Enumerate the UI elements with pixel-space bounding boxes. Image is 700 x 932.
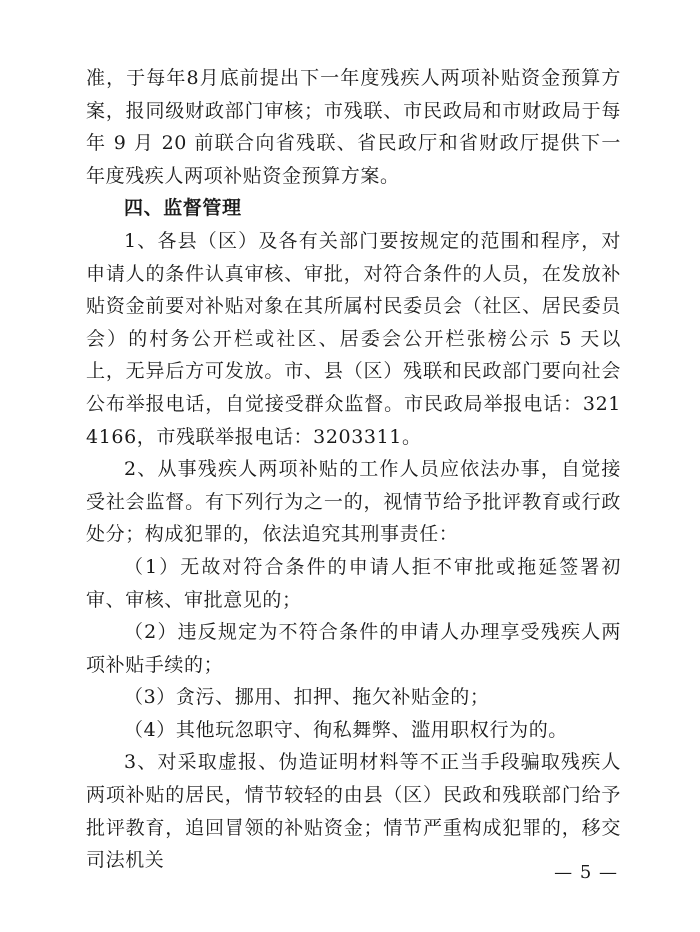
paragraph-item-3: 3、对采取虚报、伪造证明材料等不正当手段骗取残疾人两项补贴的居民，情节较轻的由县（区）民政和残联部门给予批评教育，追回冒领的补贴资金；情节严重构成犯罪的，移交司法机关 bbox=[86, 751, 621, 872]
page-number: — 5 — bbox=[554, 862, 618, 883]
sub-item-1: （1）无故对符合条件的申请人拒不审批或拖延签署初审、审核、审批意见的； bbox=[86, 555, 621, 611]
document-body bbox=[86, 62, 621, 877]
paragraph-item-2: 2、从事残疾人两项补贴的工作人员应依法办事，自觉接受社会监督。有下列行为之一的，视情节给予批评教育或行政处分；构成犯罪的，依法追究其刑事责任： bbox=[86, 458, 621, 546]
section-heading-supervision: 四、监督管理 bbox=[124, 197, 242, 220]
sub-item-4: （4）其他玩忽职守、徇私舞弊、滥用职权行为的。 bbox=[124, 718, 568, 741]
paragraph-item-1: 1、各县（区）及各有关部门要按规定的范围和程序，对申请人的条件认真审核、审批，对符合条件的人员，在发放补贴资金前要对补贴对象在其所属村民委员会（社区、居民委员会）的村务公开栏或社区、居委会公开栏张榜公示 5 天以上，无异后方可发放。市、县（区）残联和民政部门要向社会公布举报电话，自觉接受群众监督。市民政局举报电话：3214166，市残联举报电话：3203311。 bbox=[86, 229, 621, 448]
paragraph-budget: 准，于每年8月底前提出下一年度残疾人两项补贴资金预算方案，报同级财政部门审核；市残联、市民政局和市财政局于每年 9 月 20 前联合向省残联、省民政厅和省财政厅提供下一年度残疾人两项补贴资金预算方案。 bbox=[86, 67, 621, 187]
sub-item-2: （2）违反规定为不符合条件的申请人办理享受残疾人两项补贴手续的； bbox=[86, 621, 621, 676]
sub-item-3: （3）贪污、挪用、扣押、拖欠补贴金的； bbox=[124, 686, 490, 709]
